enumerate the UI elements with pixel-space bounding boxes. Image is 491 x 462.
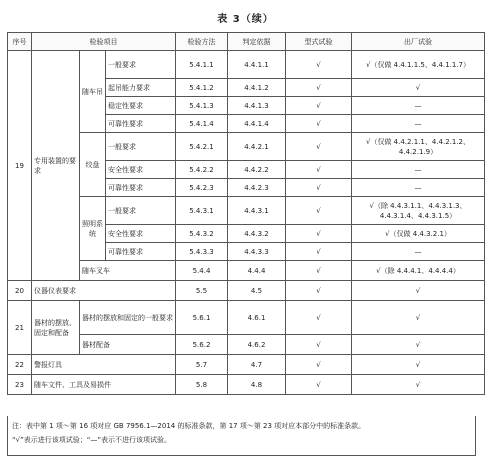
row-factory-test: √ — [352, 375, 485, 395]
table-row — [8, 335, 485, 355]
inspection-table — [7, 32, 485, 395]
row-factory-test: √（仅做 4.4.2.1.1、4.4.2.1.2、4.4.2.1.9） — [352, 133, 485, 161]
row-basis: 4.4.1.2 — [228, 79, 286, 97]
row-item: 可靠性要求 — [106, 243, 176, 261]
row-factory-test: — — [352, 161, 485, 179]
row-no: 22 — [8, 355, 32, 375]
row-item: 安全性要求 — [106, 161, 176, 179]
row-factory-test: — — [352, 243, 485, 261]
table-row — [8, 133, 485, 161]
row-factory-test: √ — [352, 79, 485, 97]
row-item: 器材的摆放和固定的一般要求 — [80, 301, 176, 335]
row-type-test: √ — [286, 97, 352, 115]
row-type-test: √ — [286, 243, 352, 261]
row-type-test: √ — [286, 79, 352, 97]
row-basis: 4.6.2 — [228, 335, 286, 355]
row-method: 5.4.2.1 — [176, 133, 228, 161]
row-item: 一般要求 — [106, 51, 176, 79]
row-method: 5.4.2.2 — [176, 161, 228, 179]
row-subgroup: 绞盘 — [80, 133, 106, 197]
row-factory-test: — — [352, 97, 485, 115]
row-basis: 4.6.1 — [228, 301, 286, 335]
row-method: 5.8 — [176, 375, 228, 395]
row-factory-test: √ — [352, 281, 485, 301]
row-factory-test: √（仅做 4.4.1.1.5、4.4.1.1.7） — [352, 51, 485, 79]
note-line-2: “√”表示进行该项试验；“—”表示不进行该项试验。 — [12, 436, 171, 444]
row-group: 专用装置的要求 — [32, 51, 80, 281]
row-method: 5.4.1.1 — [176, 51, 228, 79]
row-basis: 4.4.1.4 — [228, 115, 286, 133]
header-no: 序号 — [8, 33, 32, 51]
row-basis: 4.8 — [228, 375, 286, 395]
row-type-test: √ — [286, 179, 352, 197]
row-item: 器材配备 — [80, 335, 176, 355]
row-item: 一般要求 — [106, 133, 176, 161]
row-subgroup: 随车叉车 — [80, 261, 176, 281]
header-item: 检验项目 — [32, 33, 176, 51]
row-type-test: √ — [286, 355, 352, 375]
row-method: 5.4.2.3 — [176, 179, 228, 197]
table-row — [8, 51, 485, 79]
row-item: 安全性要求 — [106, 225, 176, 243]
row-no: 23 — [8, 375, 32, 395]
row-no: 21 — [8, 301, 32, 355]
row-group: 仪器仪表要求 — [32, 281, 176, 301]
row-factory-test: √ — [352, 335, 485, 355]
row-no: 20 — [8, 281, 32, 301]
row-group: 器材的摆放、固定和配备 — [32, 301, 80, 355]
row-group: 随车文件、工具及易损件 — [32, 375, 176, 395]
note-line-1: 注：表中第 1 项～第 16 项对应 GB 7956.1—2014 的标准条款，第 17 项～第 23 项对应本部分中的标准条款。 — [12, 422, 366, 430]
row-type-test: √ — [286, 261, 352, 281]
row-method: 5.4.4 — [176, 261, 228, 281]
row-factory-test: √（除 4.4.3.1.1、4.4.3.1.3、4.4.3.1.4、4.4.3.1.5） — [352, 197, 485, 225]
row-type-test: √ — [286, 301, 352, 335]
row-item: 可靠性要求 — [106, 115, 176, 133]
row-basis: 4.4.3.3 — [228, 243, 286, 261]
table-row — [8, 375, 485, 395]
row-method: 5.7 — [176, 355, 228, 375]
row-method: 5.4.3.1 — [176, 197, 228, 225]
row-method: 5.4.3.3 — [176, 243, 228, 261]
row-basis: 4.4.4 — [228, 261, 286, 281]
row-basis: 4.4.1.3 — [228, 97, 286, 115]
row-item: 可靠性要求 — [106, 179, 176, 197]
row-method: 5.4.3.2 — [176, 225, 228, 243]
row-factory-test: √ — [352, 301, 485, 335]
header-basis: 判定依据 — [228, 33, 286, 51]
row-no: 19 — [8, 51, 32, 281]
row-type-test: √ — [286, 335, 352, 355]
table-row — [8, 281, 485, 301]
row-factory-test: √ — [352, 355, 485, 375]
row-method: 5.4.1.4 — [176, 115, 228, 133]
row-basis: 4.4.3.2 — [228, 225, 286, 243]
row-item: 起吊能力要求 — [106, 79, 176, 97]
row-basis: 4.4.3.1 — [228, 197, 286, 225]
header-method: 检验方法 — [176, 33, 228, 51]
row-type-test: √ — [286, 225, 352, 243]
row-method: 5.4.1.2 — [176, 79, 228, 97]
row-basis: 4.4.2.2 — [228, 161, 286, 179]
row-type-test: √ — [286, 375, 352, 395]
row-factory-test: √（仅做 4.4.3.2.1） — [352, 225, 485, 243]
row-method: 5.6.1 — [176, 301, 228, 335]
row-method: 5.4.1.3 — [176, 97, 228, 115]
header-factory-test: 出厂试验 — [352, 33, 485, 51]
row-factory-test: √（除 4.4.4.1、4.4.4.4） — [352, 261, 485, 281]
table-row — [8, 261, 485, 281]
row-basis: 4.4.2.3 — [228, 179, 286, 197]
row-method: 5.5 — [176, 281, 228, 301]
row-type-test: √ — [286, 51, 352, 79]
table-row — [8, 301, 485, 335]
row-type-test: √ — [286, 197, 352, 225]
row-item: 稳定性要求 — [106, 97, 176, 115]
row-type-test: √ — [286, 115, 352, 133]
row-factory-test: — — [352, 179, 485, 197]
table-row — [8, 197, 485, 225]
row-type-test: √ — [286, 133, 352, 161]
row-basis: 4.4.2.1 — [228, 133, 286, 161]
table-note — [7, 416, 476, 456]
row-group: 警报灯具 — [32, 355, 176, 375]
table-title: 表 3（续） — [217, 14, 274, 25]
row-subgroup: 随车吊 — [80, 51, 106, 133]
row-basis: 4.4.1.1 — [228, 51, 286, 79]
row-method: 5.6.2 — [176, 335, 228, 355]
row-item: 一般要求 — [106, 197, 176, 225]
row-type-test: √ — [286, 161, 352, 179]
row-basis: 4.7 — [228, 355, 286, 375]
row-subgroup: 照明系统 — [80, 197, 106, 261]
row-type-test: √ — [286, 281, 352, 301]
row-basis: 4.5 — [228, 281, 286, 301]
row-factory-test: — — [352, 115, 485, 133]
table-row — [8, 355, 485, 375]
header-type-test: 型式试验 — [286, 33, 352, 51]
header-row — [8, 33, 485, 51]
